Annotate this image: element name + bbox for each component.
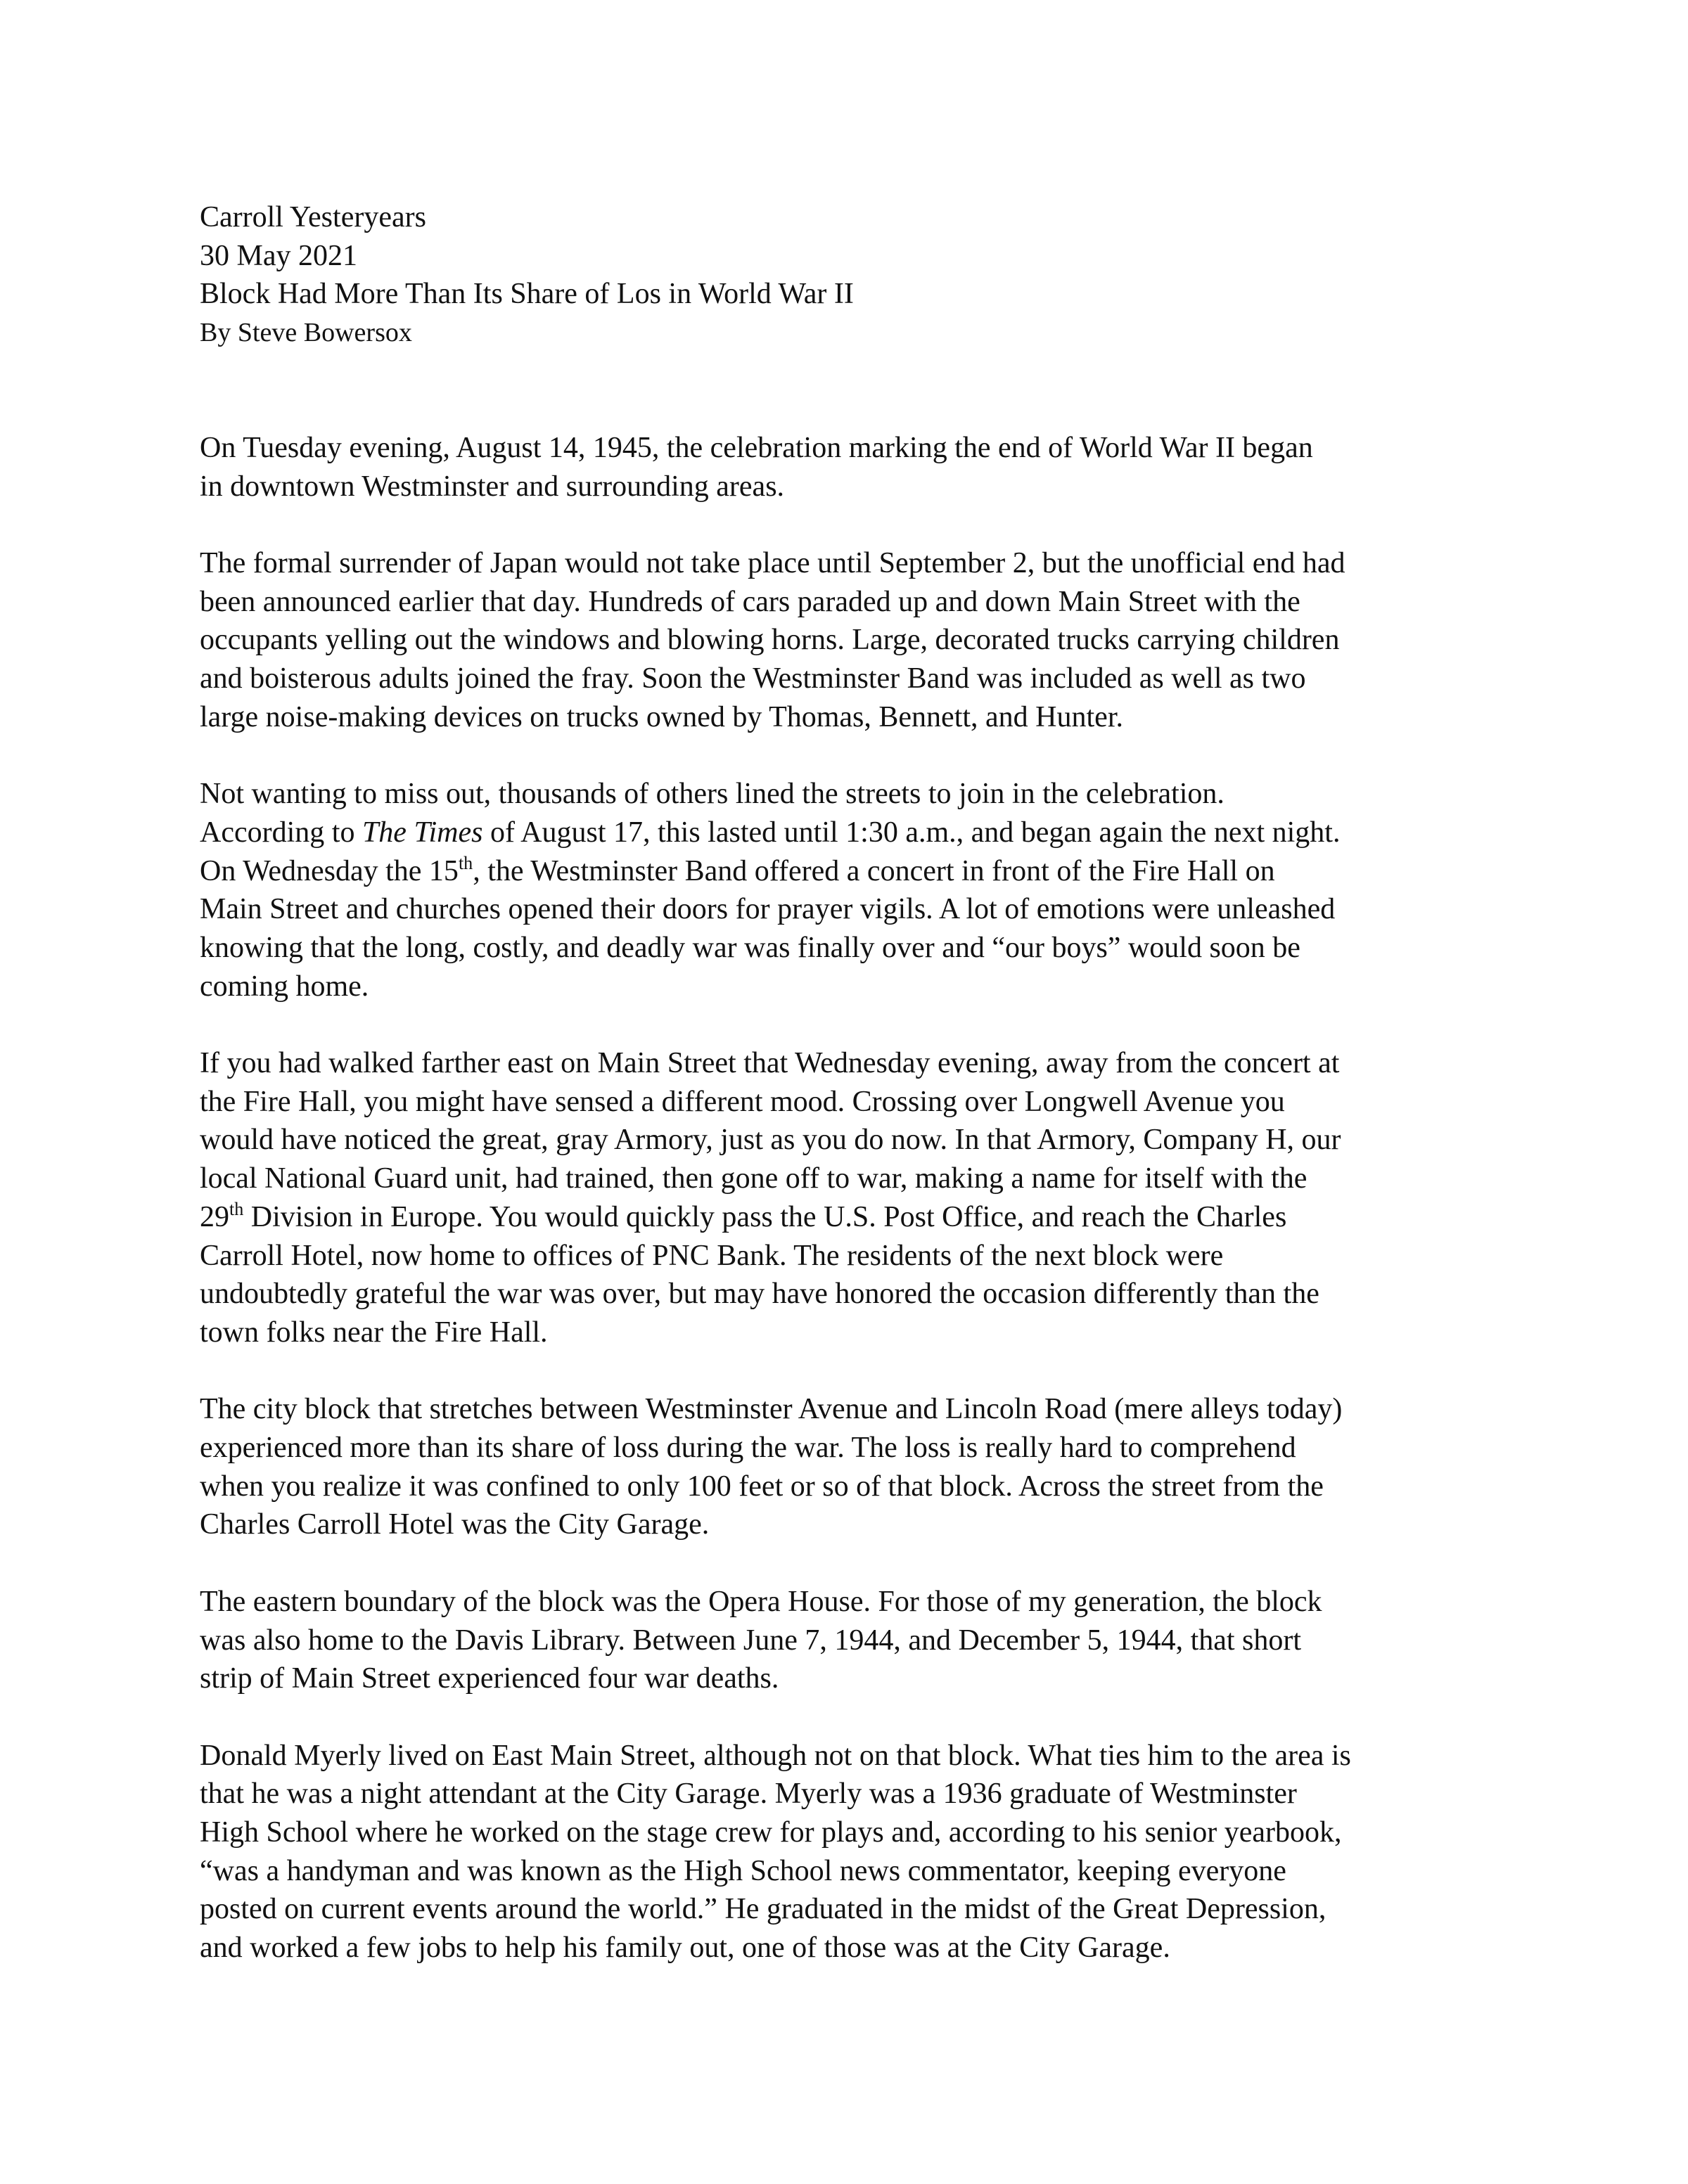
body-paragraph <box>200 1583 1508 1698</box>
text-line: in downtown Westminster and surrounding areas. <box>200 470 785 503</box>
text-line: On Tuesday evening, August 14, 1945, the celebration marking the end of World War II began <box>200 431 1313 464</box>
text-line: been announced earlier that day. Hundreds of cars paraded up and down Main Street with the <box>200 585 1300 618</box>
text-line: that he was a night attendant at the City Garage. Myerly was a 1936 graduate of Westminster <box>200 1778 1297 1811</box>
text-line: High School where he worked on the stage crew for plays and, according to his senior yearbook, <box>200 1816 1342 1849</box>
body-paragraph <box>200 429 1508 506</box>
text-line: undoubtedly grateful the war was over, but may have honored the occasion differently than the <box>200 1278 1319 1311</box>
text-line: knowing that the long, costly, and deadly war was finally over and “our boys” would soon be <box>200 931 1300 964</box>
text-line: The city block that stretches between Westminster Avenue and Lincoln Road (mere alleys today) <box>200 1393 1343 1426</box>
text-line: strip of Main Street experienced four war deaths. <box>200 1662 779 1695</box>
text-line: coming home. <box>200 970 369 1003</box>
text-line: experienced more than its share of loss during the war. The loss is really hard to comprehend <box>200 1432 1296 1465</box>
text-line: local National Guard unit, had trained, then gone off to war, making a name for itself with the <box>200 1162 1307 1195</box>
text-line: If you had walked farther east on Main Street that Wednesday evening, away from the concert at <box>200 1047 1340 1080</box>
text-line: and boisterous adults joined the fray. Soon the Westminster Band was included as well as two <box>200 662 1306 695</box>
text-line: the Fire Hall, you might have sensed a different mood. Crossing over Longwell Avenue you <box>200 1085 1285 1118</box>
text-line: would have noticed the great, gray Armory, just as you do now. In that Armory, Company H, our <box>200 1124 1341 1157</box>
article-body <box>200 429 1508 1967</box>
text-line: occupants yelling out the windows and blowing horns. Large, decorated trucks carrying children <box>200 624 1340 657</box>
article-byline: By Steve Bowersox <box>200 318 412 348</box>
text-line: when you realize it was confined to only 100 feet or so of that block. Across the street from the <box>200 1470 1324 1503</box>
body-paragraph <box>200 775 1508 1006</box>
document-page <box>200 198 1508 2006</box>
text-line: was also home to the Davis Library. Between June 7, 1944, and December 5, 1944, that short <box>200 1624 1302 1657</box>
text-line: According to The Times of August 17, this lasted until 1:30 a.m., and began again the next night. <box>200 816 1341 849</box>
publication-title: The Times <box>362 816 483 849</box>
text-line: and worked a few jobs to help his family out, one of those was at the City Garage. <box>200 1932 1170 1965</box>
text-line: Not wanting to miss out, thousands of others lined the streets to join in the celebration. <box>200 778 1225 811</box>
text-line: Charles Carroll Hotel was the City Garage. <box>200 1508 710 1541</box>
article-date: 30 May 2021 <box>200 239 357 272</box>
ordinal-suffix: th <box>458 852 473 873</box>
text-line: 29th Division in Europe. You would quickly pass the U.S. Post Office, and reach the Charles <box>200 1198 1287 1233</box>
text-line: Donald Myerly lived on East Main Street, although not on that block. What ties him to the area is <box>200 1739 1351 1772</box>
text-line: On Wednesday the 15th, the Westminster Band offered a concert in front of the Fire Hall on <box>200 852 1275 887</box>
text-line: town folks near the Fire Hall. <box>200 1316 548 1349</box>
text-line: Carroll Hotel, now home to offices of PNC Bank. The residents of the next block were <box>200 1239 1224 1272</box>
text-line: Main Street and churches opened their doors for prayer vigils. A lot of emotions were unleashed <box>200 893 1336 926</box>
text-line: The formal surrender of Japan would not take place until September 2, but the unofficial end had <box>200 546 1345 579</box>
body-paragraph <box>200 544 1508 737</box>
ordinal-suffix: th <box>229 1198 244 1219</box>
text-line: The eastern boundary of the block was the Opera House. For those of my generation, the block <box>200 1585 1322 1618</box>
body-paragraph <box>200 1390 1508 1544</box>
column-name: Carroll Yesteryears <box>200 201 426 233</box>
article-header <box>200 198 1508 352</box>
article-title: Block Had More Than Its Share of Los in World War II <box>200 278 854 311</box>
text-line: “was a handyman and was known as the High School news commentator, keeping everyone <box>200 1854 1286 1887</box>
body-paragraph <box>200 1737 1508 1967</box>
text-line: large noise-making devices on trucks owned by Thomas, Bennett, and Hunter. <box>200 700 1123 733</box>
text-line: posted on current events around the world.” He graduated in the midst of the Great Depression, <box>200 1893 1326 1926</box>
body-paragraph <box>200 1044 1508 1352</box>
